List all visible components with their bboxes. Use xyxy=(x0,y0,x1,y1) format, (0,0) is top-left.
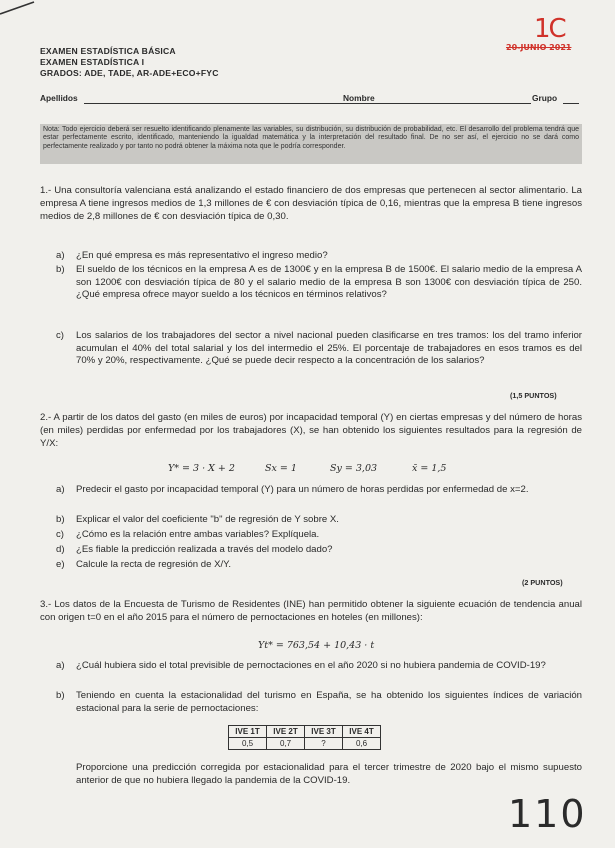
apellidos-label: Apellidos xyxy=(40,93,78,103)
q2-item-e xyxy=(56,559,582,572)
grade-handwritten: 110 xyxy=(508,792,587,836)
exam-date-struck: 20-JUNIO 2021 xyxy=(506,43,572,52)
pen-mark-icon xyxy=(0,0,40,20)
ive-value-2t: 0,7 xyxy=(267,738,305,750)
q1-c-label: c) xyxy=(56,330,64,341)
ive-table xyxy=(228,725,381,750)
q3-a-label: a) xyxy=(56,660,65,671)
q1-item-a xyxy=(56,250,582,263)
q2-c-text: ¿Cómo es la relación entre ambas variables? Explíquela. xyxy=(76,529,320,540)
q1-b-text: El sueldo de los técnicos en la empresa A es de 1300€ y en la empresa B de 1500€. El salario medio de la empresa A son 1200€ con desviación típica de 80 y el salario medio de la empresa B son 1300€ con desviación típica de 250. ¿Qué empresa ofrece mayor sueldo a los técnicos en términos relativos? xyxy=(76,264,582,301)
grupo-label: Grupo xyxy=(532,93,558,103)
q1-intro: 1.- Una consultoría valenciana está analizando el estado financiero de dos empresas que pertenecen al sector alimentario. La empresa A tiene ingresos medios de 1,3 millones de € con desviación típica de 0,16, mientras que la empresa B tiene ingresos medios de 2,8 millones de € con desviación típica de 0,30. xyxy=(40,185,582,222)
q2-a-text: Predecir el gasto por incapacidad temporal (Y) para un número de horas perdidas por enfermedad de x=2. xyxy=(76,484,529,495)
exam-subtitle: EXAMEN ESTADÍSTICA I xyxy=(40,57,145,67)
q3-a-text: ¿Cuál hubiera sido el total previsible de pernoctaciones en el año 2020 si no hubiera pandemia de COVID-19? xyxy=(76,660,546,671)
q2-formula-sx: Sx = 1 xyxy=(265,463,297,474)
q1-a-label: a) xyxy=(56,250,65,261)
q1-a-text: ¿En qué empresa es más representativo el ingreso medio? xyxy=(76,250,328,261)
q2-c-label: c) xyxy=(56,529,64,540)
q2-d-label: d) xyxy=(56,544,65,555)
exam-note: Nota: Todo ejercicio deberá ser resuelto identificando plenamente las variables, su distribución, su distribución de probabilidad, etc. El desarrollo del problema tendrá que estar perfectamente escrito, identificado, manteniendo la igualdad matemática y la interpretación del resultado final. De no ser así, el ejercicio no se dará como perfectamente realizado y por tanto no podrá obtener la máxima nota que le podría corresponder. xyxy=(40,124,582,164)
q2-formula-xbar: x̄ = 1,5 xyxy=(412,463,447,474)
q2-item-c xyxy=(56,529,582,542)
q2-b-label: b) xyxy=(56,514,65,525)
exam-title: EXAMEN ESTADÍSTICA BÁSICA xyxy=(40,46,176,56)
q3-formula-trend: Yt* = 763,54 + 10,43 · t xyxy=(258,640,375,651)
ive-header-3t: IVE 3T xyxy=(305,726,343,738)
q3-intro: 3.- Los datos de la Encuesta de Turismo de Residentes (INE) han permitido obtener la siguiente ecuación de tendencia anual con origen t=0 en el año 2015 para el número de pernoctaciones en hoteles (en millones): xyxy=(40,599,582,623)
ive-value-1t: 0,5 xyxy=(229,738,267,750)
ive-header-2t: IVE 2T xyxy=(267,726,305,738)
q3-closing: Proporcione una predicción corregida por estacionalidad para el tercer trimestre de 2020 bajo el mismo supuesto anterior de que no hubiera llegado la pandemia de la COVID-19. xyxy=(76,762,582,786)
q2-formula-regression: Y* = 3 · X + 2 xyxy=(168,463,235,474)
ive-header-1t: IVE 1T xyxy=(229,726,267,738)
q2-e-text: Calcule la recta de regresión de X/Y. xyxy=(76,559,232,570)
q3-b-label: b) xyxy=(56,690,65,701)
exam-degrees: GRADOS: ADE, TADE, AR-ADE+ECO+FYC xyxy=(40,68,219,78)
nombre-label: Nombre xyxy=(343,93,375,103)
q1-b-label: b) xyxy=(56,264,65,275)
q2-item-a xyxy=(56,484,582,497)
exam-code-handwritten: 1C xyxy=(534,14,565,44)
q2-e-label: e) xyxy=(56,559,65,570)
ive-value-3t: ? xyxy=(305,738,343,750)
q1-points: (1,5 PUNTOS) xyxy=(510,391,557,400)
grupo-line[interactable] xyxy=(563,103,579,104)
q1-item-c xyxy=(56,330,582,368)
q2-formula-sy: Sy = 3,03 xyxy=(330,463,378,474)
q2-item-d xyxy=(56,544,582,557)
q3-item-b xyxy=(56,690,582,715)
q2-a-label: a) xyxy=(56,484,65,495)
ive-value-4t: 0,6 xyxy=(343,738,381,750)
q2-d-text: ¿Es fiable la predicción realizada a través del modelo dado? xyxy=(76,544,333,555)
nombre-line[interactable] xyxy=(383,103,531,104)
q2-b-text: Explicar el valor del coeficiente "b" de regresión de Y sobre X. xyxy=(76,514,339,525)
q3-item-a xyxy=(56,660,546,673)
q1-item-b xyxy=(56,264,582,302)
q2-intro: 2.- A partir de los datos del gasto (en miles de euros) por incapacidad temporal (Y) en ciertas empresas y del número de horas (en miles) perdidas por enfermedad por los trabajadores (X), se han obtenido los siguientes resultados para la regresión de Y/X: xyxy=(40,412,582,449)
apellidos-line[interactable] xyxy=(84,103,384,104)
q2-item-b xyxy=(56,514,582,527)
q3-b-text: Teniendo en cuenta la estacionalidad del turismo en España, se ha obtenido los siguientes índices de variación estacional para la serie de pernoctaciones: xyxy=(76,690,582,714)
ive-header-4t: IVE 4T xyxy=(343,726,381,738)
q2-points: (2 PUNTOS) xyxy=(522,578,563,587)
q1-c-text: Los salarios de los trabajadores del sector a nivel nacional pueden clasificarse en tres tramos: los del tramo inferior acumulan el 40% del total salarial y los del intermedio el 25%. El porcentaje de trabajadores en esos tramos es del 70% y 20%, respectivamente. ¿Qué se puede decir respecto a la concentración de los salarios? xyxy=(76,330,582,367)
